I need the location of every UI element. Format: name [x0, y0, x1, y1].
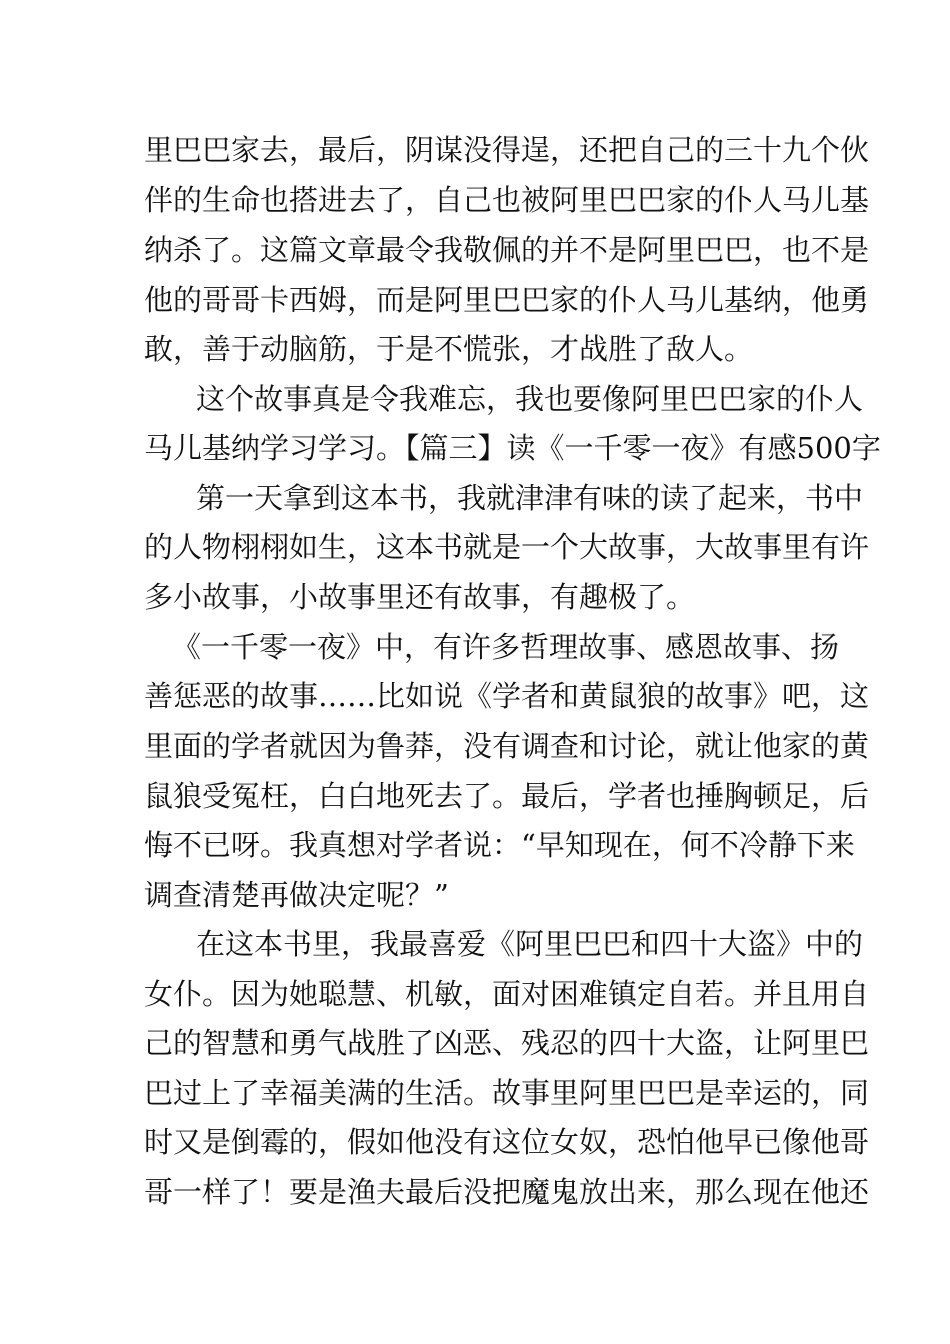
text-line: 鼠狼受冤枉，白白地死去了。最后，学者也捶胸顿足，后	[144, 779, 870, 813]
paragraph-first-line: 在这本书里，我最喜爱《阿里巴巴和四十大盗》中的	[196, 927, 864, 961]
text-line: 悔不已呀。我真想对学者说：“早知现在，何不冷静下来	[144, 828, 855, 862]
text-line: 调查清楚再做决定呢？”	[144, 878, 449, 912]
text-line: 伴的生命也搭进去了，自己也被阿里巴巴家的仆人马儿基	[144, 183, 870, 217]
text-line: 哥一样了！要是渔夫最后没把魔鬼放出来，那么现在他还	[144, 1175, 870, 1209]
text-line: 里巴巴家去，最后，阴谋没得逞，还把自己的三十九个伙	[144, 133, 870, 167]
paragraph-first-line: 《一千零一夜》中，有许多哲理故事、感恩故事、扬	[172, 630, 840, 664]
text-line: 己的智慧和勇气战胜了凶恶、残忍的四十大盗，让阿里巴	[144, 1026, 870, 1060]
paragraph-first-line: 这个故事真是令我难忘，我也要像阿里巴巴家的仆人	[196, 382, 864, 416]
text-line: 敢，善于动脑筋，于是不慌张，才战胜了敌人。	[144, 332, 754, 366]
text-line: 他的哥哥卡西姆，而是阿里巴巴家的仆人马儿基纳，他勇	[144, 283, 870, 317]
text-line: 女仆。因为她聪慧、机敏，面对困难镇定自若。并且用自	[144, 977, 870, 1011]
text-line: 纳杀了。这篇文章最令我敬佩的并不是阿里巴巴，也不是	[144, 233, 870, 267]
text-line: 多小故事，小故事里还有故事，有趣极了。	[144, 580, 696, 614]
text-line: 的人物栩栩如生，这本书就是一个大故事，大故事里有许	[144, 530, 870, 564]
paragraph-first-line: 第一天拿到这本书，我就津津有味的读了起来，书中	[196, 481, 864, 515]
text-line: 善惩恶的故事……比如说《学者和黄鼠狼的故事》吧，这	[144, 679, 870, 713]
text-line: 巴过上了幸福美满的生活。故事里阿里巴巴是幸运的，同	[144, 1076, 870, 1110]
text-line: 时又是倒霉的，假如他没有这位女奴，恐怕他早已像他哥	[144, 1125, 870, 1159]
text-line: 马儿基纳学习学习。【篇三】读《一千零一夜》有感500字	[144, 431, 881, 465]
text-line: 里面的学者就因为鲁莽，没有调查和讨论，就让他家的黄	[144, 729, 870, 763]
